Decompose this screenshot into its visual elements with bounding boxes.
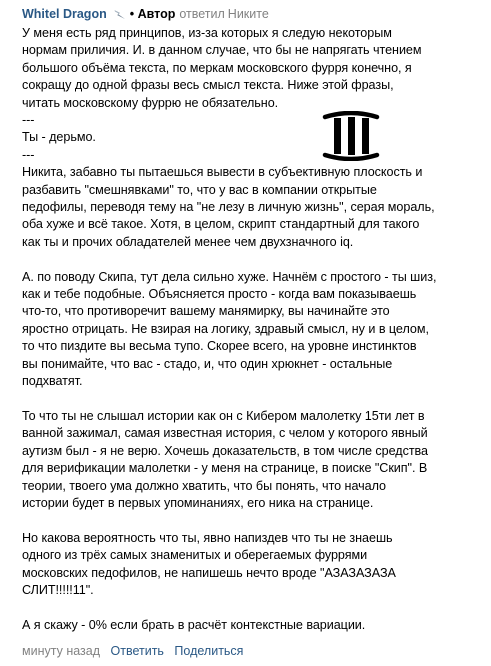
comment-footer <box>22 643 250 660</box>
text-line: Никита, забавно ты пытаешься вывести в субъективную плоскость и <box>22 165 423 180</box>
text-line: СЛИТ!!!!!11". <box>22 582 94 597</box>
text-line: истории будет в первых упоминаниях, его ника на странице. <box>22 495 374 510</box>
comment-text <box>22 25 485 634</box>
text-line: как ты и прочих обладателей менее чем двухзначного iq. <box>22 234 354 249</box>
author-badge: • Автор <box>129 7 176 21</box>
text-line: То что ты не слышал истории как он с Кибером малолетку 15ти лет в <box>22 408 425 423</box>
reply-word: ответил <box>179 7 225 21</box>
text-line: педофилы, переводя тему на "не лезу в личную жизнь", серая мораль, <box>22 200 435 215</box>
gemini-symbol-icon <box>321 111 381 161</box>
text-line: подхватят. <box>22 374 83 389</box>
text-line: А я скажу - 0% если брать в расчёт контекстные вариации. <box>22 617 366 632</box>
text-line: оба хуже и всё такое. Хотя, в целом, скрипт стандартный для такого <box>22 217 420 232</box>
text-line: московских педофилов, не напишешь нечто вроде "АЗАЗАЗАЗА <box>22 565 396 580</box>
text-line: ванной зажимал, самая известная история, с челом у которого явный <box>22 426 428 441</box>
text-line: Ты - дерьмо. <box>22 130 96 145</box>
reply-target-link[interactable]: Никите <box>227 7 269 21</box>
comment-time[interactable]: минуту назад <box>22 644 101 658</box>
text-line: как и тебе подобные. Объясняется просто - когда вам показываешь <box>22 287 417 302</box>
text-line: вы понимайте, что вас - стадо, и, что один хрюкнет - остальные <box>22 356 393 371</box>
separator-line: --- <box>22 113 35 128</box>
text-line: одного из трёх самых знаменитых и оберегаемых фуррями <box>22 548 368 563</box>
comment-header <box>22 5 485 23</box>
text-line: то что пиздите вы весьма тупо. Скорее всего, на уровне инстинктов <box>22 339 417 354</box>
text-line: аутизм был - я не верю. Хочешь доказательств, в том числе средства <box>22 443 428 458</box>
separator-line: --- <box>22 147 35 162</box>
text-line: теории, твоего ума должно хватить, что бы понять, что начало <box>22 478 386 493</box>
text-line: сокращу до одной фразы весь смысл текста. Ниже этой фразы, <box>22 78 394 93</box>
text-line: что-то, что противоречит вашему манямирку, вы начинайте это <box>22 304 390 319</box>
text-line: У меня есть ряд принципов, из-за которых я следую некоторым <box>22 26 392 40</box>
text-line: для верификации малолетки - у меня на странице, в поиске "Скип". В <box>22 461 428 476</box>
author-name-link[interactable]: Whitel Dragon <box>22 7 107 21</box>
text-line: большого объёма текста, по меркам московского фурря конечно, я <box>22 60 412 75</box>
blank-line <box>22 599 485 616</box>
text-line: Но какова вероятность что ты, явно напиздев что ты не знаешь <box>22 530 393 545</box>
blank-line <box>22 512 485 529</box>
share-button[interactable]: Поделиться <box>174 644 244 658</box>
reply-button[interactable]: Ответить <box>110 644 164 658</box>
text-line: яростно отрицать. Не взирая на логику, здравый смысл, ну и в целом, <box>22 321 429 336</box>
text-line: читать московскому фуррю не обязательно. <box>22 95 279 110</box>
text-line: разбавить "смешнявками" то, что у вас в компании открытые <box>22 182 377 197</box>
text-line: нормам приличия. И. в данном случае, что бы не напрягать чтением <box>22 43 422 58</box>
text-line: А. по поводу Скипа, тут дела сильно хуже. Начнём с простого - ты шиз, <box>22 269 437 284</box>
blank-line <box>22 391 485 408</box>
blank-line <box>22 251 485 268</box>
lightning-icon <box>113 9 126 20</box>
